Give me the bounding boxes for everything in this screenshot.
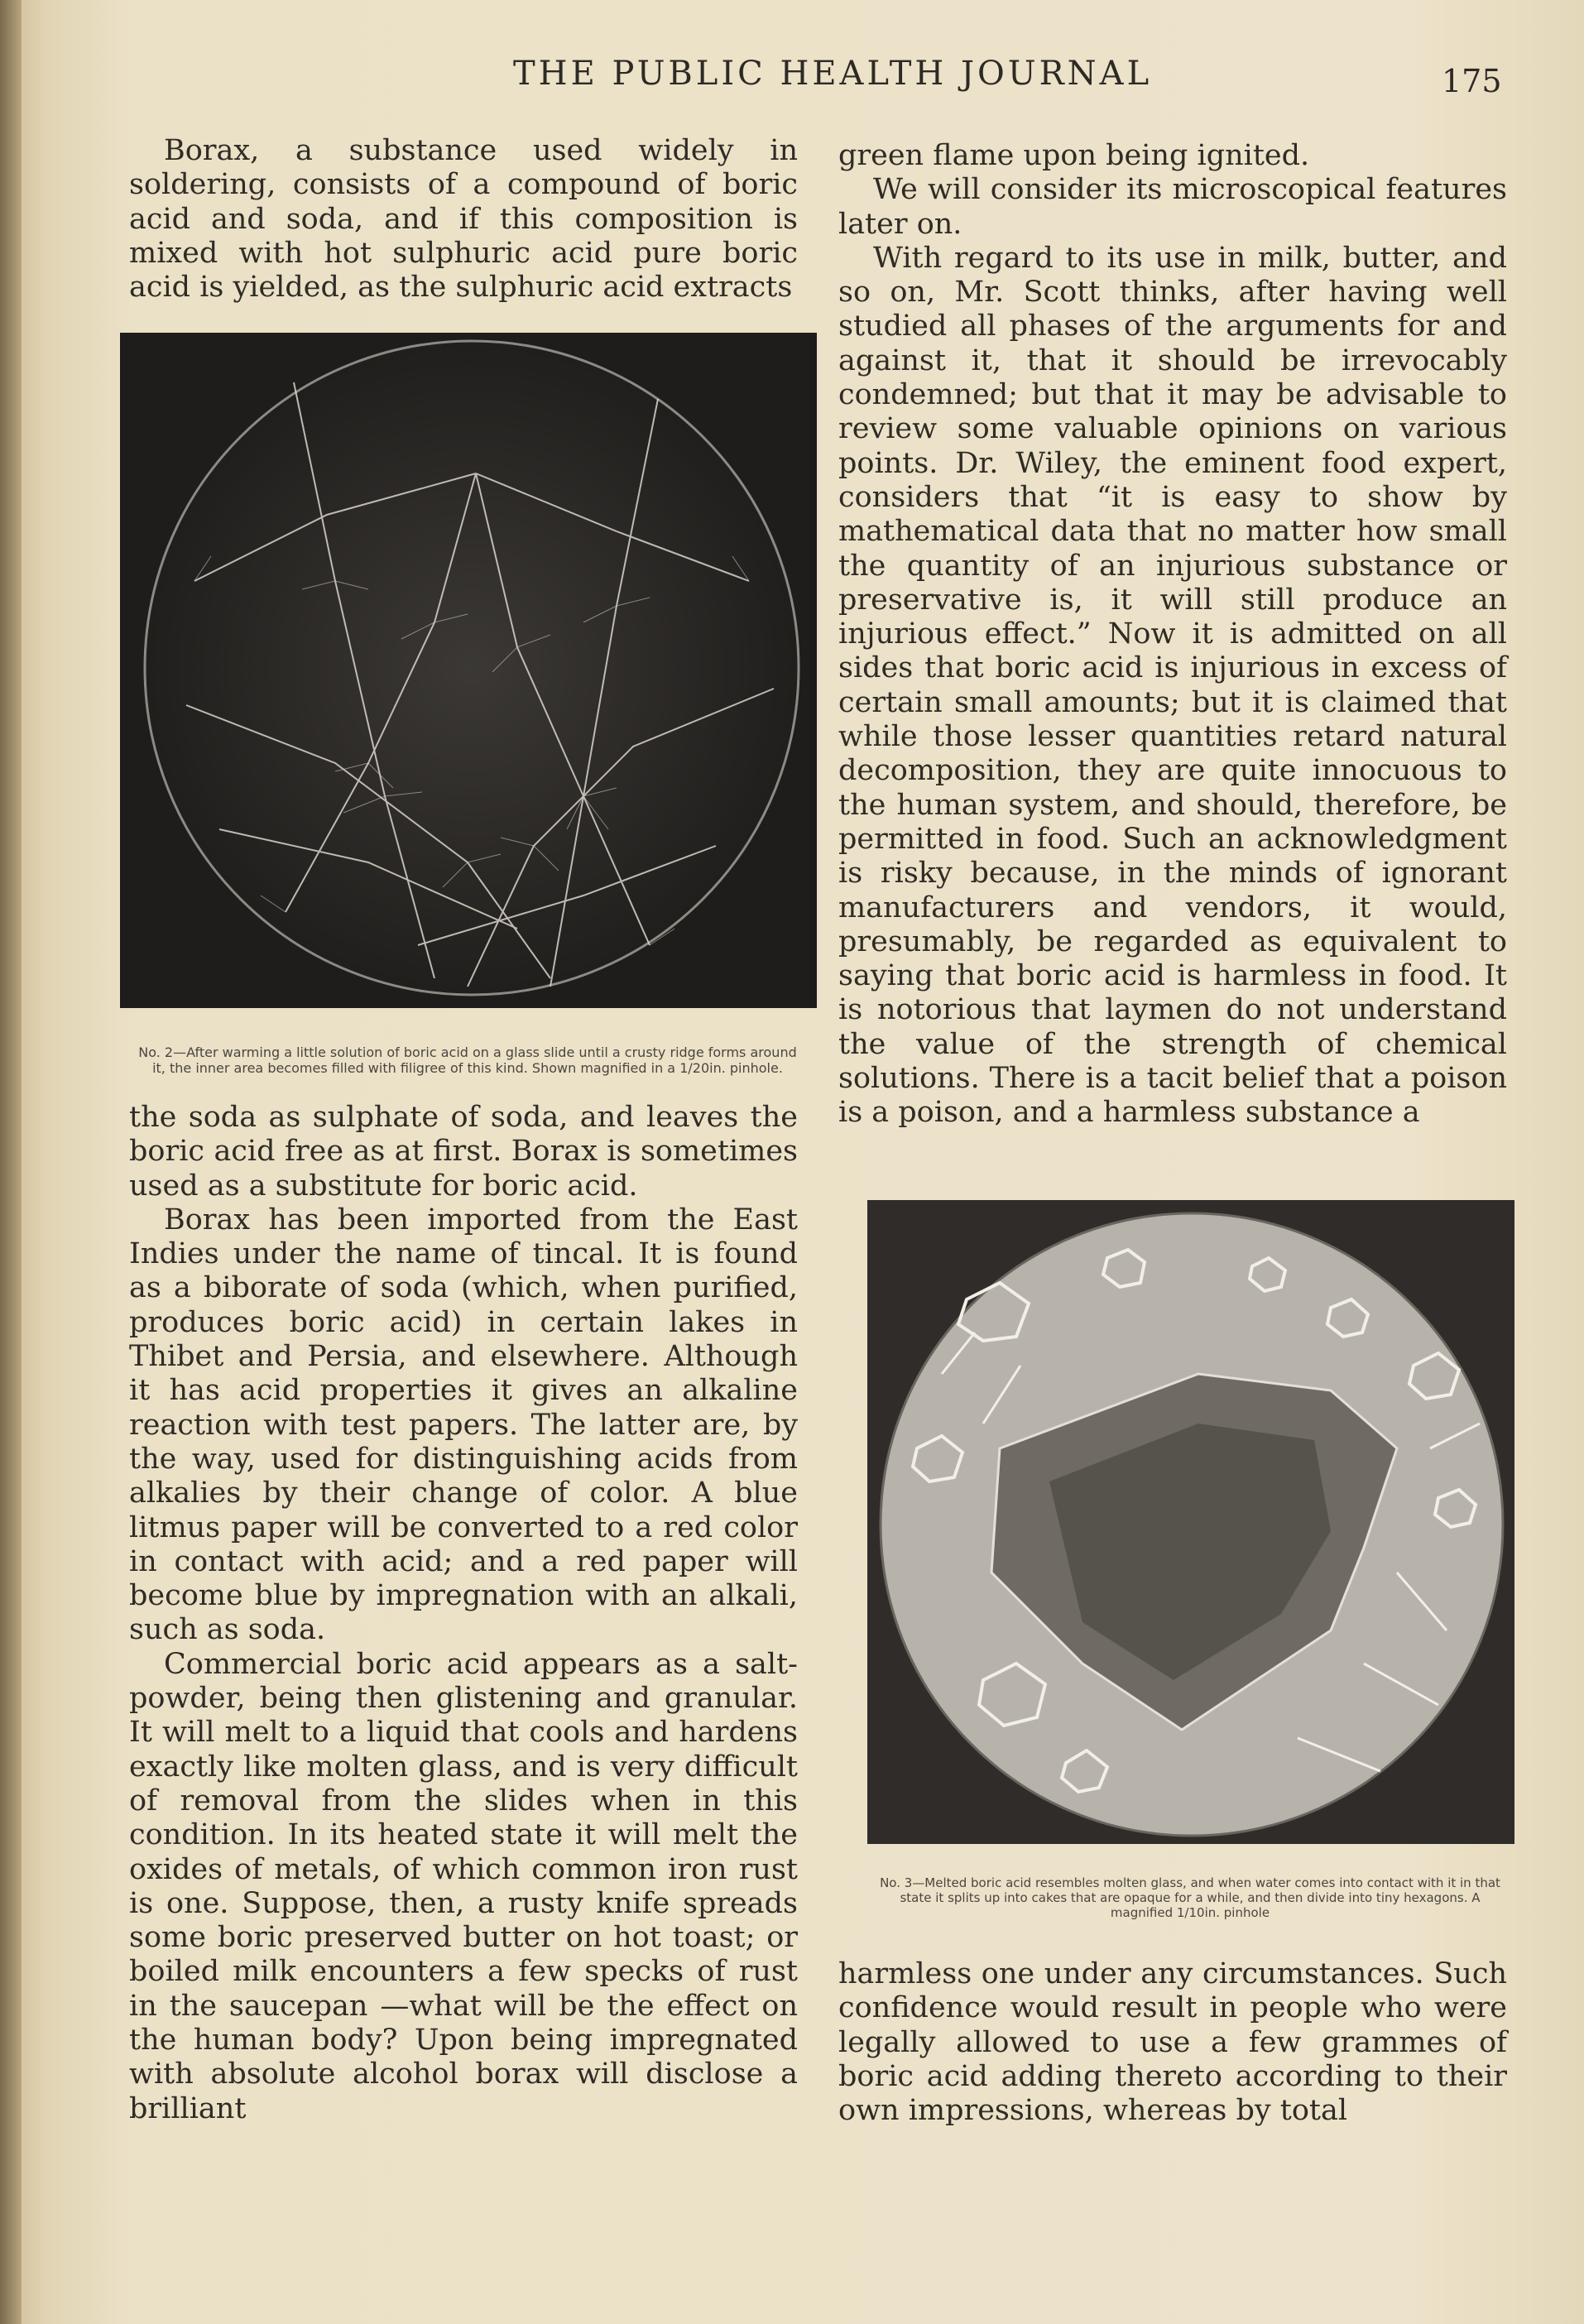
paragraph: Commercial boric acid appears as a salt-powder, being then glistening and granular. It will melt to a liquid that cools and hardens exactly like molten glass, and is very difficult of removal from the slides when in this condition. In its heated state it will melt the oxides of metals, of which common iron rust is one. Suppose, then, a rusty knife spreads some boric preserved butter on hot toast; or boiled milk encounters a few specks of rust in the saucepan —what will be the effect on the human body? Upon being impregnated with absolute alcohol borax will disclose a brilliant — [129, 1647, 798, 2125]
paragraph: harmless one under any circumstances. Such confidence would result in people who were legally allowed to use a few grammes of boric acid adding thereto according to their own impressions, whereas by total — [838, 1957, 1507, 2128]
left-column-top — [129, 134, 798, 305]
right-column-top — [838, 139, 1507, 1131]
figure-3-caption: No. 3—Melted boric acid resembles molten glass, and when water comes into contact with it in that state it splits up into cakes that are opaque for a while, and then divide into tiny hexagons. A magnified 1/10in. pinhole — [880, 1875, 1500, 1920]
right-column-bottom — [838, 1957, 1507, 2128]
paragraph: Borax has been imported from the East Indies under the name of tincal. It is found as a biborate of soda (which, when purified, produces boric acid) in certain lakes in Thibet and Persia, and elsewhere. Although it has acid properties it gives an alkaline reaction with test papers. The latter are, by the way, used for distinguishing acids from alkalies by their change of color. A blue litmus paper will be converted to a red color in contact with acid; and a red paper will become blue by impregnation with an alkali, such as soda. — [129, 1203, 798, 1647]
paragraph: With regard to its use in milk, butter, and so on, Mr. Scott thinks, after having well studied all phases of the arguments for and against it, that it should be irrevocably condemned; but that it may be advisable to review some valuable opinions on various points. Dr. Wiley, the eminent food expert, considers that “it is easy to show by mathematical data that no matter how small the quantity of an injurious substance or preservative is, it will still produce an injurious effect.” Now it is admitted on all sides that boric acid is injurious in excess of certain small amounts; but it is claimed that while those lesser quantities retard natural decomposition, they are quite innocuous to the human system, and should, therefore, be permitted in food. Such an acknowledgment is risky because, in the minds of ignorant manufacturers and vendors, it would, presumably, be regarded as equivalent to saying that boric acid is harmless in food. It is notorious that laymen do not understand the value of the strength of chemical solutions. There is a tacit belief that a poison is a poison, and a harmless substance a — [838, 241, 1507, 1130]
figure-2-caption: No. 2—After warming a little solution of boric acid on a glass slide until a crusty ridge forms around it, the inner area becomes filled with filigree of this kind. Shown magnified in a 1/20in. pinhole. — [138, 1044, 797, 1076]
left-column-bottom — [129, 1101, 798, 2126]
paragraph: the soda as sulphate of soda, and leaves the boric acid free as at first. Borax is sometimes used as a substitute for boric acid. — [129, 1101, 798, 1203]
figure-2-micrograph — [120, 333, 817, 1008]
boric-acid-filigree-image — [120, 333, 817, 1008]
paragraph: We will consider its microscopical features later on. — [838, 173, 1507, 241]
figure-3-micrograph — [867, 1200, 1514, 1844]
boric-acid-hexagons-image — [867, 1200, 1514, 1844]
journal-title: THE PUBLIC HEALTH JOURNAL — [513, 55, 1153, 93]
paragraph: Borax, a substance used widely in soldering, consists of a compound of boric acid and soda, and if this composition is mixed with hot sulphuric acid pure boric acid is yielded, as the sulphuric acid extracts — [129, 134, 798, 305]
paragraph: green flame upon being ignited. — [838, 139, 1310, 172]
page-header — [0, 55, 1584, 104]
page-number: 175 — [1442, 63, 1502, 99]
book-spine-shadow — [0, 0, 22, 2324]
